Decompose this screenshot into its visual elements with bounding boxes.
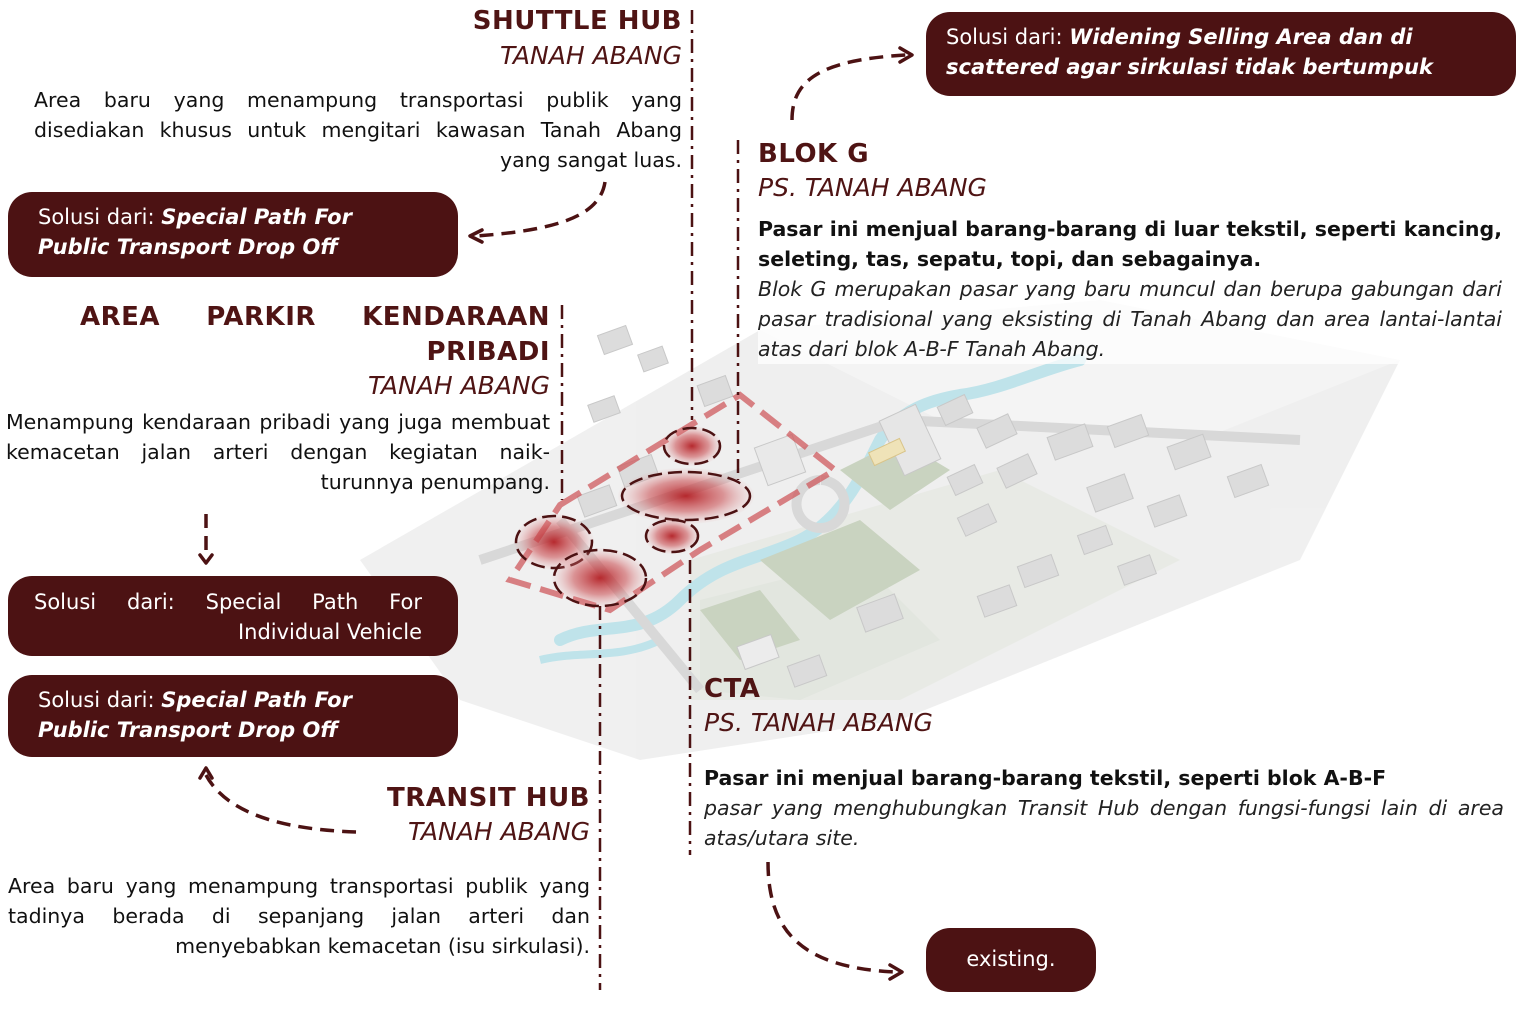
transit-hub-solution-pill [8, 675, 458, 757]
shuttle-hub-solution-text: Special Path For Public Transport Drop Off [38, 205, 352, 259]
cta-solution-pill: existing. [926, 928, 1096, 992]
blok-g-title: BLOK G [758, 139, 870, 169]
transit-hub-solution-text: Special Path For Public Transport Drop Off [38, 688, 352, 742]
parkir-description: Menampung kendaraan pribadi yang juga membuat kemacetan jalan arteri dengan kegiatan naik-turunnya penumpang. [6, 410, 550, 494]
cta-subtitle: PS. TANAH ABANG [704, 708, 933, 737]
blok-g-description-italic: Blok G merupakan pasar yang baru muncul dan berupa gabungan dari pasar tradisional yang eksisting di Tanah Abang dan area lantai-lantai atas dari blok A-B-F Tanah Abang. [758, 277, 1502, 361]
shuttle-hub-solution-pill [8, 192, 458, 277]
transit-hub-subtitle: TANAH ABANG [407, 817, 590, 846]
shuttle-hub-title: SHUTTLE HUB [472, 6, 682, 36]
parkir-title: AREA PARKIR KENDARAAN PRIBADI [80, 302, 550, 367]
cta-title: CTA [704, 674, 761, 704]
arrow-blokg-to-solution [792, 55, 906, 120]
blok-g-description-bold: Pasar ini menjual barang-barang di luar tekstil, seperti kancing, seleting, tas, sepatu, topi, dan sebagainya. [758, 217, 1502, 271]
blok-g-solution-prefix: Solusi dari: [946, 25, 1063, 49]
parkir-subtitle: TANAH ABANG [367, 371, 550, 400]
cta-description-italic: pasar yang menghubungkan Transit Hub dengan fungsi-fungsi lain di area atas/utara site. [704, 796, 1504, 850]
arrow-shuttle-to-solution [476, 182, 605, 236]
transit-hub-solution-prefix: Solusi dari: [38, 688, 155, 712]
shuttle-hub-solution-prefix: Solusi dari: [38, 205, 155, 229]
arrow-cta-to-solution [768, 862, 896, 972]
shuttle-hub-subtitle: TANAH ABANG [499, 41, 682, 70]
blok-g-solution-text: Widening Selling Area dan di scattered agar sirkulasi tidak bertumpuk [946, 25, 1433, 79]
parkir-solution-pill: Solusi dari: Special Path For Individual Vehicle [8, 576, 458, 656]
blok-g-subtitle: PS. TANAH ABANG [758, 173, 987, 202]
cta-description-bold: Pasar ini menjual barang-barang tekstil, seperti blok A-B-F [704, 766, 1387, 790]
blok-g-solution-pill [926, 12, 1516, 96]
transit-hub-description: Area baru yang menampung transportasi publik yang tadinya berada di sepanjang jalan arteri dan menyebabkan kemacetan (isu sirkulasi). [8, 874, 590, 958]
transit-hub-title: TRANSIT HUB [386, 783, 590, 813]
shuttle-hub-description: Area baru yang menampung transportasi publik yang disediakan khusus untuk mengitari kawasan Tanah Abang yang sangat luas. [34, 88, 682, 172]
